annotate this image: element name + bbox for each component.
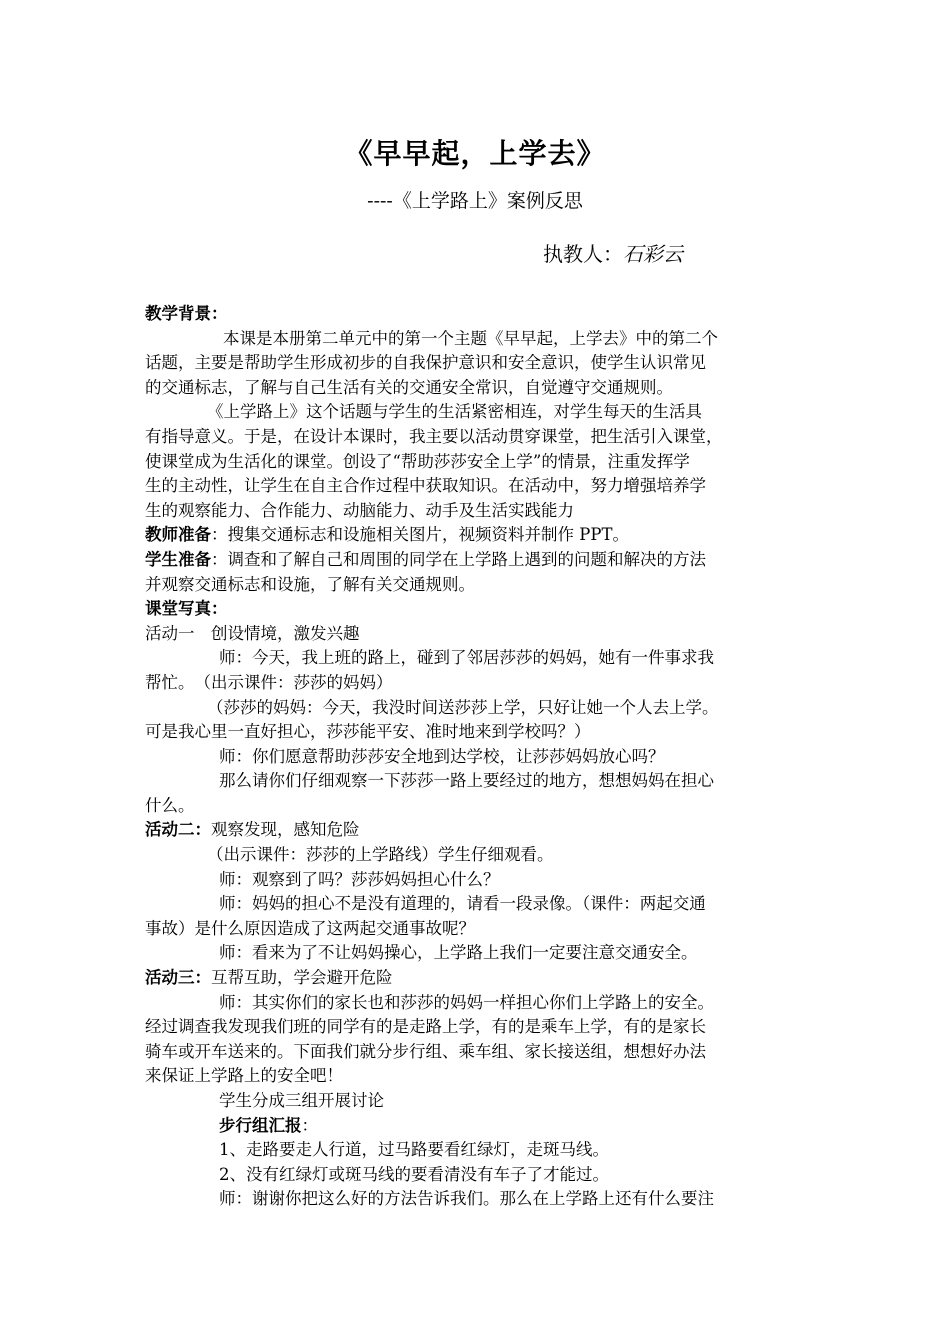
- line-text: 本课是本册第二单元中的第一个主题《早早起，上学去》中的第二个: [223, 328, 718, 348]
- line-text: 2、没有红绿灯或斑马线的要看清没有车子了才能过。: [219, 1164, 609, 1184]
- line-text: 经过调查我发现我们班的同学有的是走路上学，有的是乘车上学，有的是家长: [145, 1017, 706, 1037]
- body-line: [145, 991, 810, 1016]
- line-text: 生的主动性，让学生在自主合作过程中获取知识。在活动中，努力增强培养学: [145, 476, 706, 496]
- line-text: 的交通标志，了解与自己生活有关的交通安全常识，自觉遵守交通规则。: [145, 377, 673, 397]
- body-line: [145, 966, 810, 991]
- line-text: （莎莎的妈妈：今天，我没时间送莎莎上学，只好让她一个人去上学。: [207, 697, 719, 717]
- body-line: [145, 745, 810, 770]
- body-line: [145, 548, 810, 573]
- body-line: [145, 327, 810, 352]
- line-text: 师：其实你们的家长也和莎莎的妈妈一样担心你们上学路上的安全。: [219, 992, 714, 1012]
- line-text: 师：你们愿意帮助莎莎安全地到达学校，让莎莎妈妈放心吗？: [219, 746, 665, 766]
- line-text: 事故）是什么原因造成了这两起交通事故呢？: [145, 918, 475, 938]
- body-line: [145, 523, 810, 548]
- body-line: [145, 671, 810, 696]
- line-text: 话题，主要是帮助学生形成初步的自我保护意识和安全意识，使学生认识常见: [145, 353, 706, 373]
- body-line: [145, 302, 810, 327]
- line-text: ：: [301, 1115, 318, 1135]
- body-line: [145, 868, 810, 893]
- body-line: [145, 892, 810, 917]
- teacher-name: 石彩云: [623, 242, 683, 266]
- line-text: （出示课件：莎莎的上学路线）学生仔细观看。: [207, 845, 554, 865]
- body-line: [145, 425, 810, 450]
- body-line: [145, 450, 810, 475]
- line-text: 教学背景：: [145, 304, 228, 323]
- teacher-label: 执教人：: [543, 242, 623, 266]
- line-text: ：搜集交通标志和设施相关图片，视频资料并制作 PPT。: [211, 525, 629, 545]
- body-line: [145, 1015, 810, 1040]
- bold-heading: 学生准备: [145, 549, 211, 569]
- line-text: 1、走路要走人行道，过马路要看红绿灯，走斑马线。: [219, 1140, 609, 1160]
- body-line: [145, 1187, 810, 1212]
- line-text: 帮忙。 （出示课件：莎莎的妈妈）: [145, 672, 393, 692]
- bold-heading: 教师准备: [145, 525, 211, 545]
- line-text: 课堂写真：: [145, 599, 228, 619]
- bold-heading: 活动三：: [145, 968, 211, 988]
- line-text: 师：今天，我上班的路上，碰到了邻居莎莎的妈妈，她有一件事求我: [219, 648, 714, 668]
- line-text: 可是我心里一直好担心，莎莎能平安、准时地来到学校吗？）: [145, 722, 591, 742]
- body-line: [145, 818, 810, 843]
- line-text: 并观察交通标志和设施，了解有关交通规则。: [145, 574, 475, 594]
- body-line: [145, 474, 810, 499]
- body-line: [145, 720, 810, 745]
- line-text: 《上学路上》这个话题与学生的生活紧密相连，对学生每天的生活具: [207, 402, 702, 422]
- line-text: 那么请你们仔细观察一下莎莎一路上要经过的地方，想想妈妈在担心: [219, 771, 714, 791]
- body-line: [145, 843, 810, 868]
- bold-heading: 活动二：: [145, 820, 211, 840]
- line-text: 活动一 创设情境，激发兴趣: [145, 623, 360, 643]
- body-line: [145, 646, 810, 671]
- line-text: 使课堂成为生活化的课堂。创设了“帮助莎莎安全上学”的情景，注重发挥学: [145, 451, 690, 471]
- bold-heading: 步行组汇报: [219, 1115, 302, 1135]
- body-line: [145, 1040, 810, 1065]
- body-line: [145, 696, 810, 721]
- line-text: 师：妈妈的担心不是没有道理的，请看一段录像。（课件：两起交通: [219, 894, 706, 914]
- line-text: 学生分成三组开展讨论: [219, 1091, 384, 1110]
- body-line: [145, 917, 810, 942]
- line-text: 师：观察到了吗？莎莎妈妈担心什么？: [219, 869, 500, 889]
- teacher-credit: [543, 238, 683, 267]
- line-text: 师：看来为了不让妈妈操心，上学路上我们一定要注意交通安全。: [219, 943, 698, 963]
- body-line: [145, 573, 810, 598]
- body-line: [145, 597, 810, 622]
- document-subtitle: ----《上学路上》案例反思: [367, 190, 583, 212]
- line-text: ：调查和了解自己和周围的同学在上学路上遇到的问题和解决的方法: [211, 549, 706, 569]
- body-line: [145, 1089, 810, 1114]
- body-line: [145, 1138, 810, 1163]
- line-text: 骑车或开车送来的。下面我们就分步行组、乘车组、家长接送组，想想好办法: [145, 1041, 706, 1061]
- line-text: 观察发现，感知危险: [211, 820, 360, 840]
- line-text: 什么。: [145, 795, 195, 815]
- body-line: [145, 1064, 810, 1089]
- document-title: 《早早起，上学去》: [344, 137, 606, 170]
- body-line: [145, 400, 810, 425]
- body-line: [145, 1163, 810, 1188]
- body-line: [145, 794, 810, 819]
- document-body: [145, 302, 810, 1212]
- line-text: 有指导意义。于是，在设计本课时，我主要以活动贯穿课堂，把生活引入课堂，: [145, 426, 723, 446]
- body-line: [145, 376, 810, 401]
- line-text: 来保证上学路上的安全吧！: [145, 1066, 343, 1086]
- line-text: 互帮互助，学会避开危险: [211, 968, 393, 988]
- body-line: [145, 769, 810, 794]
- line-text: 师：谢谢你把这么好的方法告诉我们。那么在上学路上还有什么要注: [219, 1189, 714, 1209]
- body-line: [145, 499, 810, 524]
- body-line: [145, 941, 810, 966]
- body-line: [145, 622, 810, 647]
- body-line: [145, 1114, 810, 1139]
- body-line: [145, 351, 810, 376]
- line-text: 生的观察能力、合作能力、动脑能力、动手及生活实践能力: [145, 500, 574, 520]
